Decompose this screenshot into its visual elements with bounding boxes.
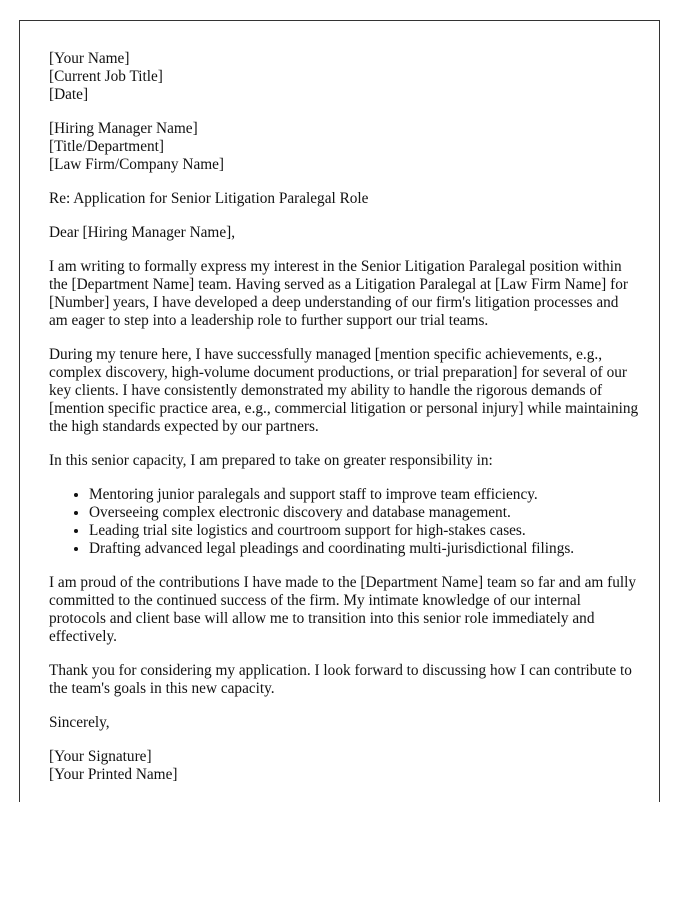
sender-name: [Your Name] xyxy=(49,50,130,67)
body-paragraph-responsibilities-intro: In this senior capacity, I am prepared to take on greater responsibility in: xyxy=(49,452,493,469)
body-paragraph-commitment: I am proud of the contributions I have made to the [Department Name] team so far and am fully committed to the continued success of the firm. My intimate knowledge of our internal protocols and client base will allow me to transition into this senior role immediately and effectively. xyxy=(49,574,637,645)
body-paragraph-intro: I am writing to formally express my interest in the Senior Litigation Paralegal position within the [Department Name] team. Having served as a Litigation Paralegal at [Law Firm Name] for [Number] years, I have developed a deep understanding of our firm's litigation processes and am eager to step into a leadership role to further support our trial teams. xyxy=(49,258,628,329)
letter-page xyxy=(19,20,660,802)
list-item: • Mentoring junior paralegals and support staff to improve team efficiency. xyxy=(89,486,639,504)
salutation: Dear [Hiring Manager Name], xyxy=(49,224,236,241)
sign-off: Sincerely, xyxy=(49,714,110,731)
list-item: • Overseeing complex electronic discovery and database management. xyxy=(89,504,639,522)
signature: [Your Signature] xyxy=(49,748,152,765)
body-paragraph-thanks: Thank you for considering my application. I look forward to discussing how I can contribute to the team's goals in this new capacity. xyxy=(49,662,632,697)
printed-name: [Your Printed Name] xyxy=(49,766,178,783)
recipient-company: [Law Firm/Company Name] xyxy=(49,156,225,173)
recipient-block xyxy=(49,120,639,174)
list-item: • Drafting advanced legal pleadings and coordinating multi-jurisdictional filings. xyxy=(89,540,639,558)
letter-date: [Date] xyxy=(49,86,89,103)
sender-job-title: [Current Job Title] xyxy=(49,68,163,85)
list-item: • Leading trial site logistics and courtroom support for high-stakes cases. xyxy=(89,522,639,540)
responsibilities-list xyxy=(49,486,639,558)
sender-block xyxy=(49,50,639,104)
body-paragraph-achievements: During my tenure here, I have successfully managed [mention specific achievements, e.g., complex discovery, high-volume document productions, or trial preparation] for several of our key clients. I have consistently demonstrated my ability to handle the rigorous demands of [mention specific practice area, e.g., commercial litigation or personal injury] while maintaining the high standards expected by our partners. xyxy=(49,346,639,435)
subject-line: Re: Application for Senior Litigation Paralegal Role xyxy=(49,190,369,207)
recipient-name: [Hiring Manager Name] xyxy=(49,120,198,137)
signature-block xyxy=(49,748,639,784)
letter-body xyxy=(49,50,639,800)
recipient-title: [Title/Department] xyxy=(49,138,164,155)
